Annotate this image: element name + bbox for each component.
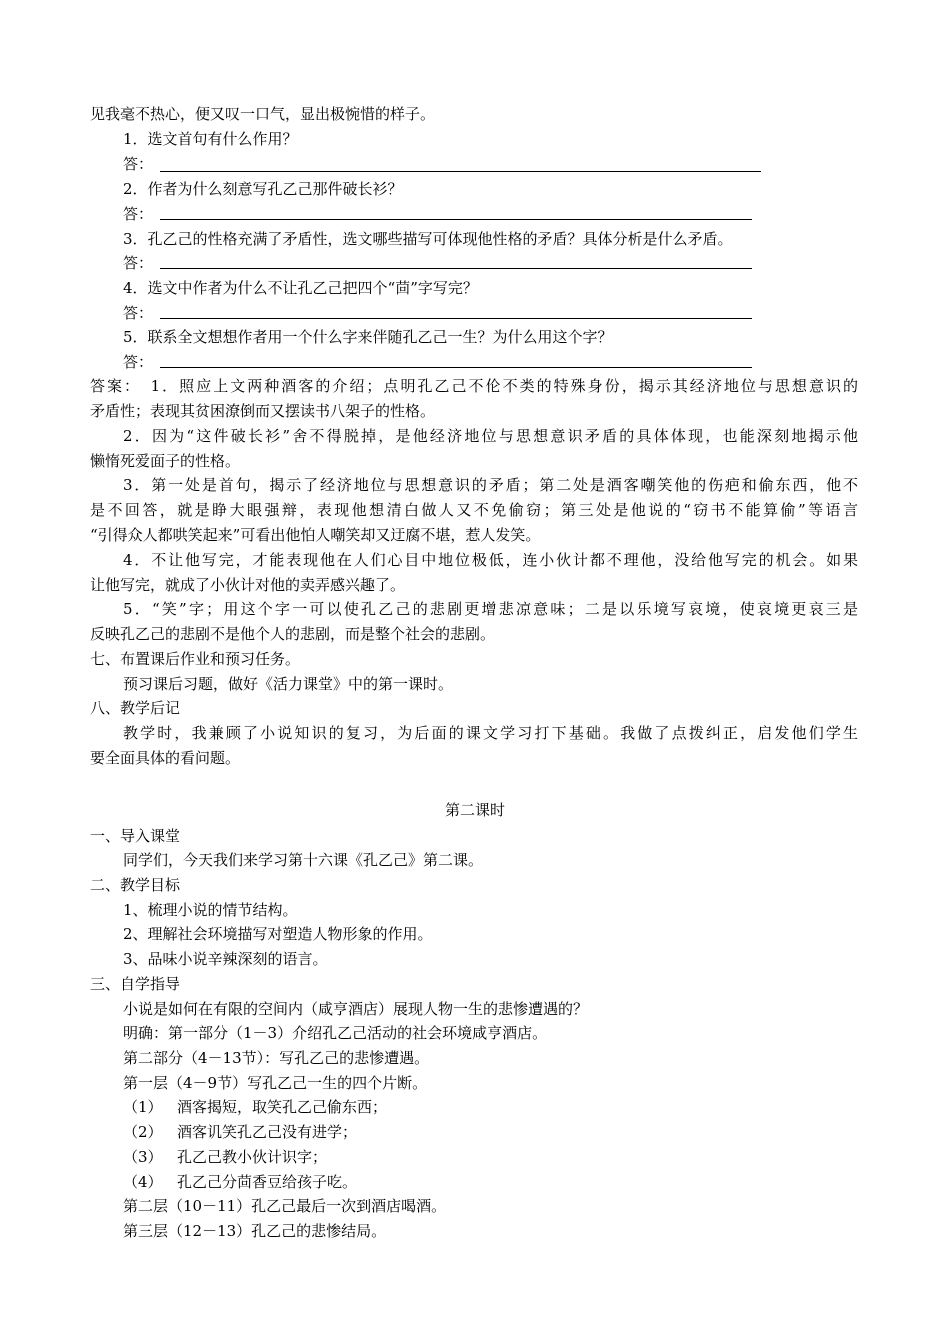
- answer-1-line-2: 矛盾性；表现其贫困潦倒而又摆读书八架子的性格。: [90, 402, 436, 420]
- fragment-number: （2）: [123, 1123, 163, 1141]
- lesson-2-section-1-heading: 一、导入课堂: [90, 827, 181, 845]
- fragment-text: 孔乙己分茴香豆给孩子吃。: [177, 1173, 358, 1191]
- section-8-line-1: 教学时，我兼顾了小说知识的复习，为后面的课文学习打下基础。我做了点拨纠正，启发他们学生: [123, 724, 858, 742]
- answer-label-1: 答：: [123, 155, 154, 173]
- answer-line-5[interactable]: [160, 367, 752, 368]
- layer-line: 第二层（10－11）孔乙己最后一次到酒店喝酒。: [123, 1197, 447, 1215]
- answer-line-3[interactable]: [160, 268, 752, 269]
- answer-3-line-1: 3．第一处是首句，揭示了经济地位与思想意识的矛盾；第二处是酒客嘲笑他的伤疤和偷东西，他不: [123, 476, 858, 494]
- fragment-number: （3）: [123, 1148, 163, 1166]
- goal-item: 3、品味小说辛辣深刻的语言。: [123, 950, 328, 968]
- goal-item: 2、理解社会环境描写对塑造人物形象的作用。: [123, 925, 433, 943]
- answer-label-3: 答：: [123, 254, 154, 272]
- answer-1-line-1: 答案： 1．照应上文两种酒客的介绍；点明孔乙己不伦不类的特殊身份，揭示其经济地位与思想意识的: [90, 377, 858, 395]
- lesson-2-title: 第二课时: [444, 801, 505, 819]
- question-4: 4．选文中作者为什么不让孔乙己把四个“茴”字写完？: [123, 279, 478, 297]
- answer-2-line-1: 2．因为“这件破长衫”舍不得脱掉，是他经济地位与思想意识矛盾的具体体现，也能深刻地揭示他: [123, 427, 858, 445]
- section-8-line-2: 要全面具体的看问题。: [90, 749, 241, 767]
- lesson-2-section-3-heading: 三、自学指导: [90, 975, 181, 993]
- answer-3-line-3: “引得众人都哄笑起来”可看出他怕人嘲笑却又迂腐不堪，惹人发笑。: [90, 526, 541, 544]
- section-7-text: 预习课后习题，做好《活力课堂》中的第一课时。: [123, 675, 454, 693]
- lesson-2-section-1-text: 同学们，今天我们来学习第十六课《孔乙己》第二课。: [123, 851, 484, 869]
- goal-item: 1、梳理小说的情节结构。: [123, 901, 298, 919]
- guide-line: 明确：第一部分（1－3）介绍孔乙己活动的社会环境咸亨酒店。: [123, 1024, 548, 1042]
- question-3: 3．孔乙己的性格充满了矛盾性，选文哪些描写可体现他性格的矛盾？具体分析是什么矛盾。: [123, 230, 733, 248]
- answer-5-line-2: 反映孔乙己的悲剧不是他个人的悲剧，而是整个社会的悲剧。: [90, 625, 496, 643]
- fragment-text: 酒客讥笑孔乙己没有进学；: [177, 1123, 358, 1141]
- question-5: 5．联系全文想想作者用一个什么字来伴随孔乙己一生？为什么用这个字？: [123, 328, 613, 346]
- question-1: 1．选文首句有什么作用？: [123, 130, 298, 148]
- answer-label-2: 答：: [123, 205, 154, 223]
- fragment-text: 孔乙己教小伙计识字；: [177, 1148, 328, 1166]
- fragment-text: 酒客揭短，取笑孔乙己偷东西；: [177, 1098, 388, 1116]
- fragment-number: （1）: [123, 1098, 163, 1116]
- answer-label-4: 答：: [123, 304, 154, 322]
- layer-line: 第三层（12－13）孔乙己的悲惨结局。: [123, 1222, 387, 1240]
- guide-line: 第二部分（4－13节）：写孔乙己的悲惨遭遇。: [123, 1049, 430, 1067]
- lesson-2-section-2-heading: 二、教学目标: [90, 876, 181, 894]
- answer-3-line-2: 是不回答，就是睁大眼强辩，表现他想清白做人又不免偷窃；第三处是他说的“窃书不能算偷”等语言: [90, 501, 858, 519]
- answer-line-4[interactable]: [160, 318, 752, 319]
- section-7-heading: 七、布置课后作业和预习任务。: [90, 650, 301, 668]
- answer-label-5: 答：: [123, 353, 154, 371]
- answer-line-2[interactable]: [160, 219, 752, 220]
- section-8-heading: 八、教学后记: [90, 699, 181, 717]
- paragraph-tail: 见我毫不热心，便又叹一口气，显出极惋惜的样子。: [90, 105, 436, 123]
- guide-line: 小说是如何在有限的空间内（咸亨酒店）展现人物一生的悲惨遭遇的？: [123, 1000, 589, 1018]
- answer-5-line-1: 5．“笑”字；用这个字一可以使孔乙己的悲剧更增悲凉意味；二是以乐境写哀境，使哀境更哀三是: [123, 600, 858, 618]
- fragment-number: （4）: [123, 1173, 163, 1191]
- answer-line-1[interactable]: [160, 171, 761, 172]
- guide-line: 第一层（4－9节）写孔乙己一生的四个片断。: [123, 1074, 428, 1092]
- question-2: 2．作者为什么刻意写孔乙己那件破长衫？: [123, 180, 403, 198]
- answer-4-line-1: 4．不让他写完，才能表现他在人们心目中地位极低，连小伙计都不理他，没给他写完的机会。如果: [123, 551, 858, 569]
- answer-2-line-2: 懒惰死爱面子的性格。: [90, 452, 241, 470]
- answer-4-line-2: 让他写完，就成了小伙计对他的卖弄感兴趣了。: [90, 576, 406, 594]
